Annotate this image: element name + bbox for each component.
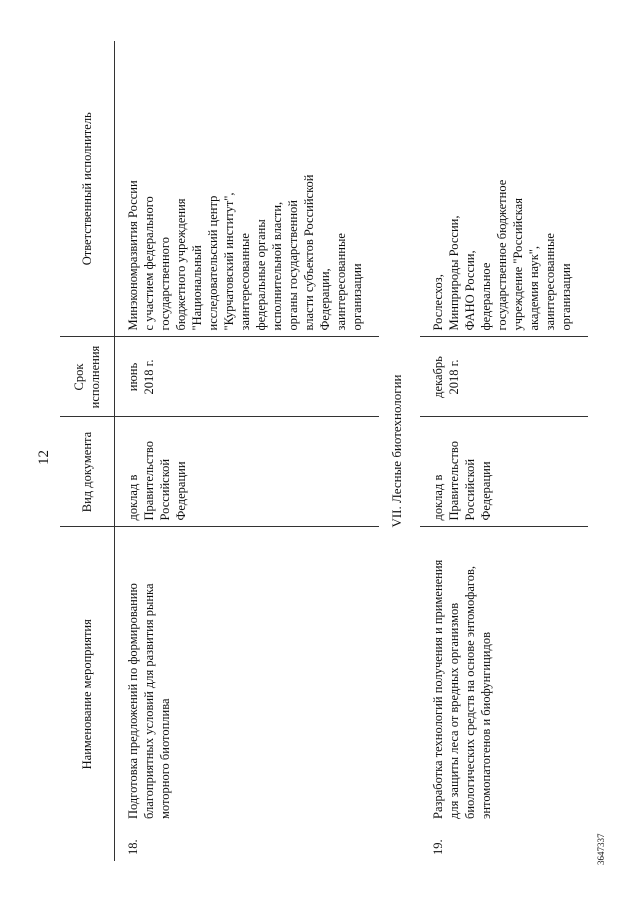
section-title: VII. Лесные биотехнологии (389, 374, 404, 528)
row-deadline: декабрь 2018 г. (420, 337, 588, 417)
row-name: Разработка технологий получения и применения для защиты леса от вредных организмов биологических средств на основе энтомофагов, энтомопатогенов и биофунгицидов (420, 527, 588, 825)
header-responsible: Ответственный исполнитель (60, 41, 115, 337)
row-doc-type: доклад в Правительство Российской Федерации (115, 417, 380, 527)
header-doc-type: Вид документа (60, 417, 115, 527)
row-number: 19. (430, 839, 445, 855)
action-plan-table (60, 41, 588, 861)
table-header-row (60, 41, 115, 861)
header-deadline: Срок исполнения (60, 337, 115, 417)
row-number: 18. (126, 839, 140, 855)
header-name: Наименование мероприятия (60, 527, 115, 861)
row-doc-type: доклад в Правительство Российской Федерации (420, 417, 588, 527)
table-row (115, 41, 380, 861)
row-responsible: Минэкономразвития России с участием федерального государственного бюджетного учреждения "Национальный исследовательский центр "Курчатовский институт", заинтересованные федеральные органы исполнительной власти, органы государственной власти субъектов Российской Федерации, заинтересованные организации (126, 174, 364, 331)
section-row (379, 41, 420, 861)
document-code: 3647337 (596, 833, 606, 865)
row-name: Подготовка предложений по формированию благоприятных условий для развития рынка моторного биотоплива (115, 527, 380, 825)
row-deadline: июнь 2018 г. (115, 337, 380, 417)
row-responsible: Рослесхоз, Минприроды России, ФАНО России, федеральное государственное бюджетное учреждение "Российская академия наук", заинтересованные организации (430, 179, 573, 331)
table-row (420, 41, 588, 861)
page-number: 12 (36, 450, 52, 465)
